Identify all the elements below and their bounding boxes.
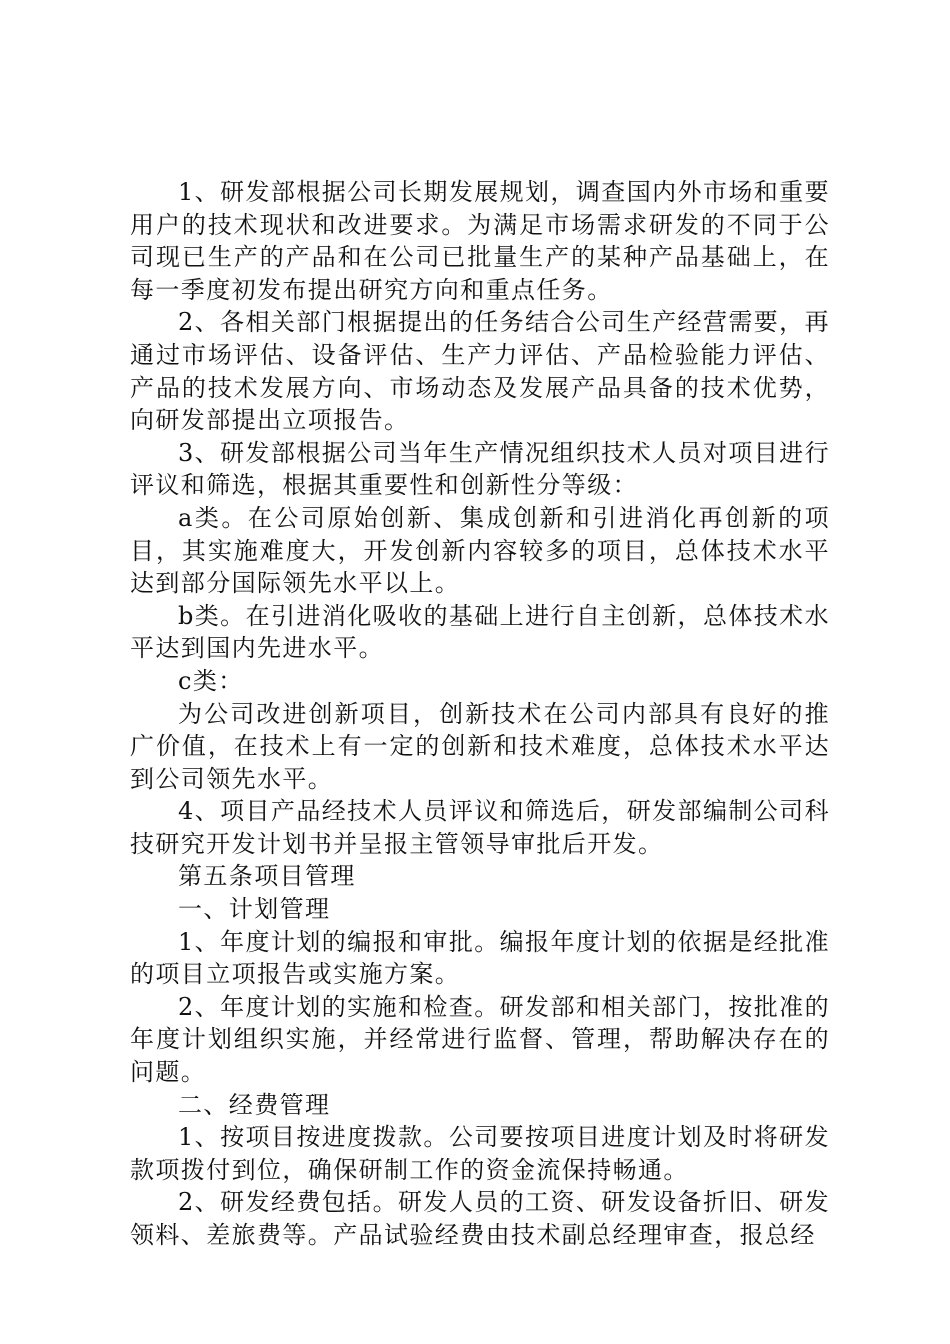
paragraph-class-c: 为公司改进创新项目，创新技术在公司内部具有良好的推广价值，在技术上有一定的创新和技术难度，总体技术水平达到公司领先水平。 [130,699,830,793]
paragraph-class-a: a类。在公司原始创新、集成创新和引进消化再创新的项目，其实施难度大，开发创新内容较多的项目，总体技术水平达到部分国际领先水平以上。 [130,503,830,598]
paragraph-review-grading: 3、研发部根据公司当年生产情况组织技术人员对项目进行评议和筛选，根据其重要性和创新性分等级： [130,438,830,500]
paragraph-class-b: b类。在引进消化吸收的基础上进行自主创新，总体技术水平达到国内先进水平。 [130,601,830,663]
paragraph-funding-contents: 2、研发经费包括。研发人员的工资、研发设备折旧、研发领料、差旅费等。产品试验经费由技术副总经理审查，报总经 [130,1188,830,1249]
article-heading-project-management: 第五条项目管理 [178,862,356,891]
paragraph-class-c-label: c类： [178,666,244,695]
paragraph-annual-plan-implementation: 2、年度计划的实施和检查。研发部和相关部门，按批准的年度计划组织实施，并经常进行监督、管理，帮助解决存在的问题。 [130,992,830,1087]
document-body [130,176,830,1252]
paragraph-project-proposal: 2、各相关部门根据提出的任务结合公司生产经营需要，再通过市场评估、设备评估、生产力评估、产品检验能力评估、产品的技术发展方向、市场动态及发展产品具备的技术优势，向研发部提出立项报告。 [130,308,830,435]
paragraph-plan-approval: 4、项目产品经技术人员评议和筛选后，研发部编制公司科技研究开发计划书并呈报主管领导审批后开发。 [130,797,830,858]
section-heading-plan-management: 一、计划管理 [178,895,331,924]
paragraph-research-planning: 1、研发部根据公司长期发展规划，调查国内外市场和重要用户的技术现状和改进要求。为满足市场需求研发的不同于公司现已生产的产品和在公司已批量生产的某种产品基础上，在每一季度初发布提出研究方向和重点任务。 [130,178,830,304]
section-heading-funding-management: 二、经费管理 [178,1090,331,1119]
paragraph-annual-plan-approval: 1、年度计划的编报和审批。编报年度计划的依据是经批准的项目立项报告或实施方案。 [130,927,830,989]
paragraph-funding-by-progress: 1、按项目按进度拨款。公司要按项目进度计划及时将研发款项拨付到位，确保研制工作的资金流保持畅通。 [130,1123,830,1184]
